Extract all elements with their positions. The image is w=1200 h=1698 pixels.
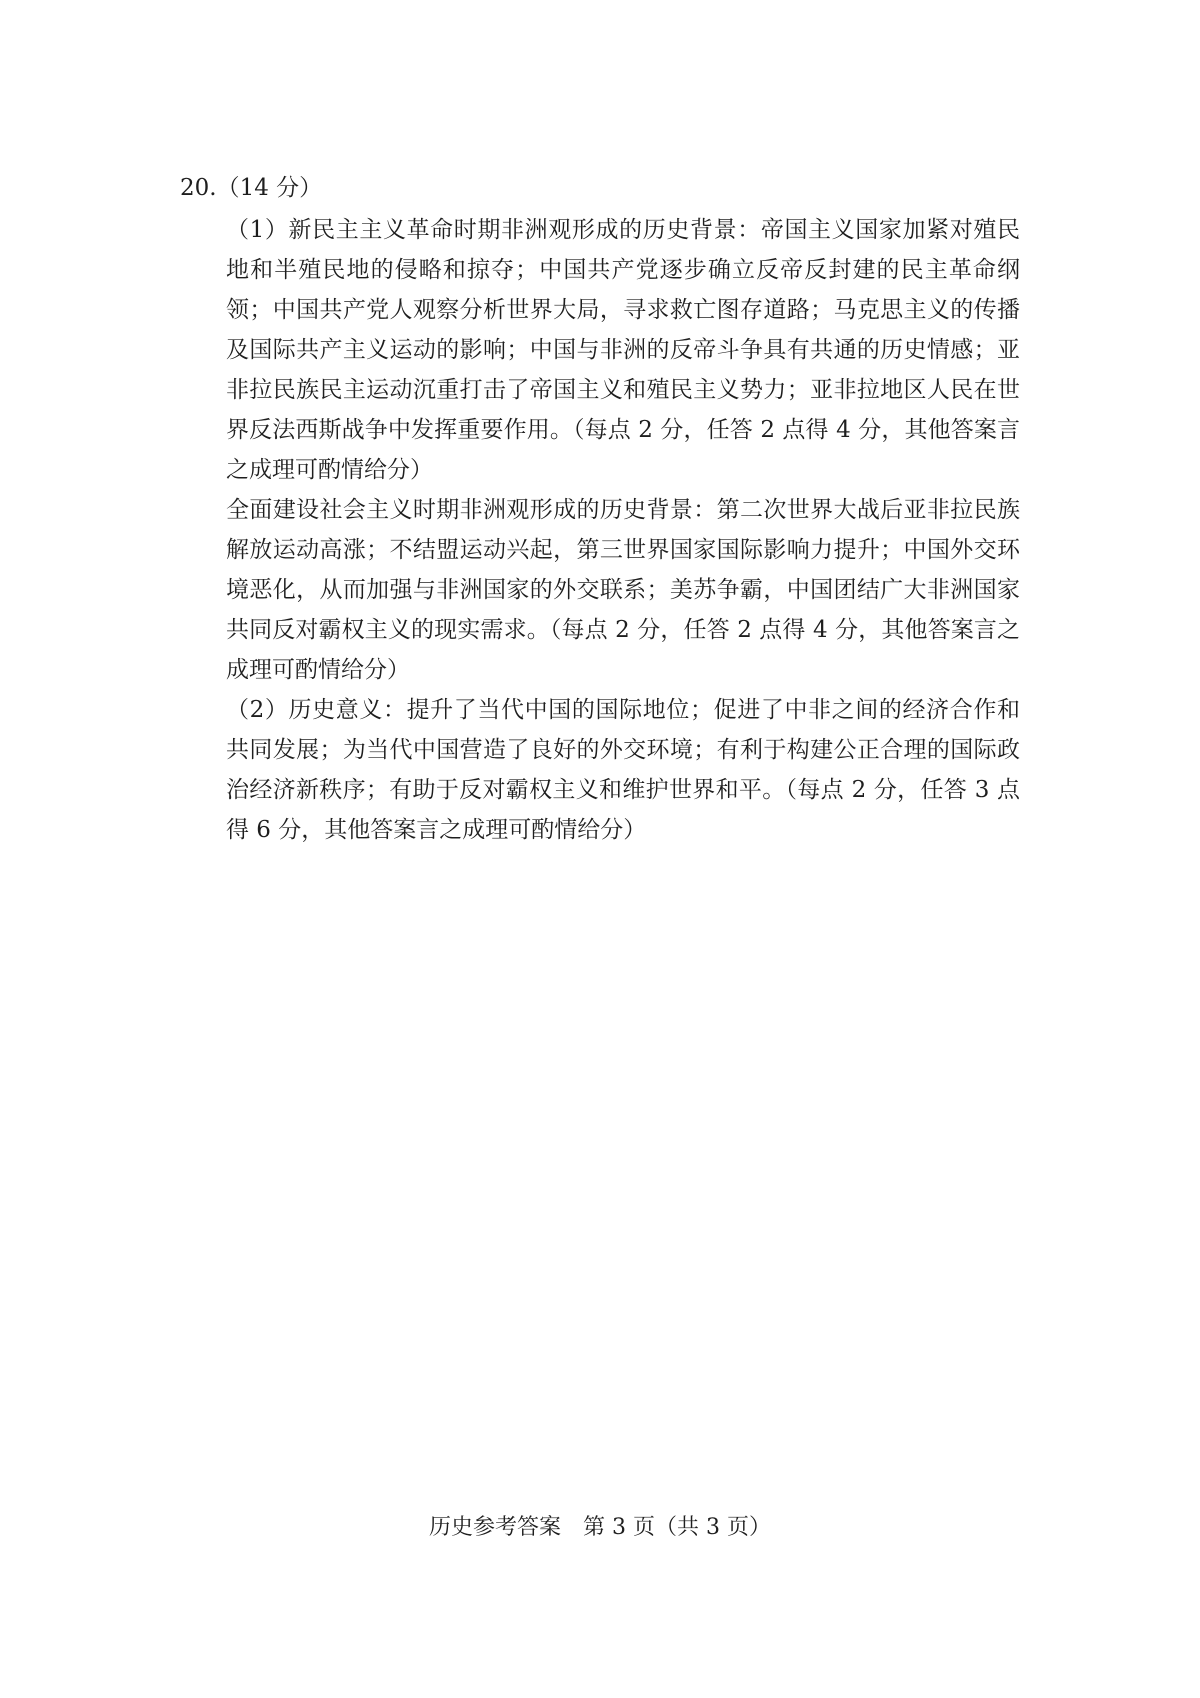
answer-paragraph-part1-socialism: 全面建设社会主义时期非洲观形成的历史背景：第二次世界大战后亚非拉民族解放运动高涨；不结盟运动兴起，第三世界国家国际影响力提升；中国外交环境恶化，从而加强与非洲国家的外交联系；美苏争霸，中国团结广大非洲国家共同反对霸权主义的现实需求。（每点 2 分，任答 2 点得 4 分，其他答案言之成理可酌情给分）	[226, 497, 1020, 683]
answer-body	[226, 210, 1020, 850]
question-score: （14 分）	[216, 175, 323, 201]
answer-paragraph-part1-background: （1）新民主主义革命时期非洲观形成的历史背景：帝国主义国家加紧对殖民地和半殖民地的侵略和掠夺；中国共产党逐步确立反帝反封建的民主革命纲领；中国共产党人观察分析世界大局，寻求救亡图存道路；马克思主义的传播及国际共产主义运动的影响；中国与非洲的反帝斗争具有共通的历史情感；亚非拉民族民主运动沉重打击了帝国主义和殖民主义势力；亚非拉地区人民在世界反法西斯战争中发挥重要作用。（每点 2 分，任答 2 点得 4 分，其他答案言之成理可酌情给分）	[226, 217, 1020, 483]
page-footer: 历史参考答案 第 3 页（共 3 页）	[429, 1515, 771, 1540]
answer-paragraph-part2-significance: （2）历史意义：提升了当代中国的国际地位；促进了中非之间的经济合作和共同发展；为当代中国营造了良好的外交环境；有利于构建公正合理的国际政治经济新秩序；有助于反对霸权主义和维护世界和平。（每点 2 分，任答 3 点得 6 分，其他答案言之成理可酌情给分）	[226, 697, 1020, 843]
question-number: 20.	[180, 175, 217, 201]
question-heading	[180, 168, 322, 208]
